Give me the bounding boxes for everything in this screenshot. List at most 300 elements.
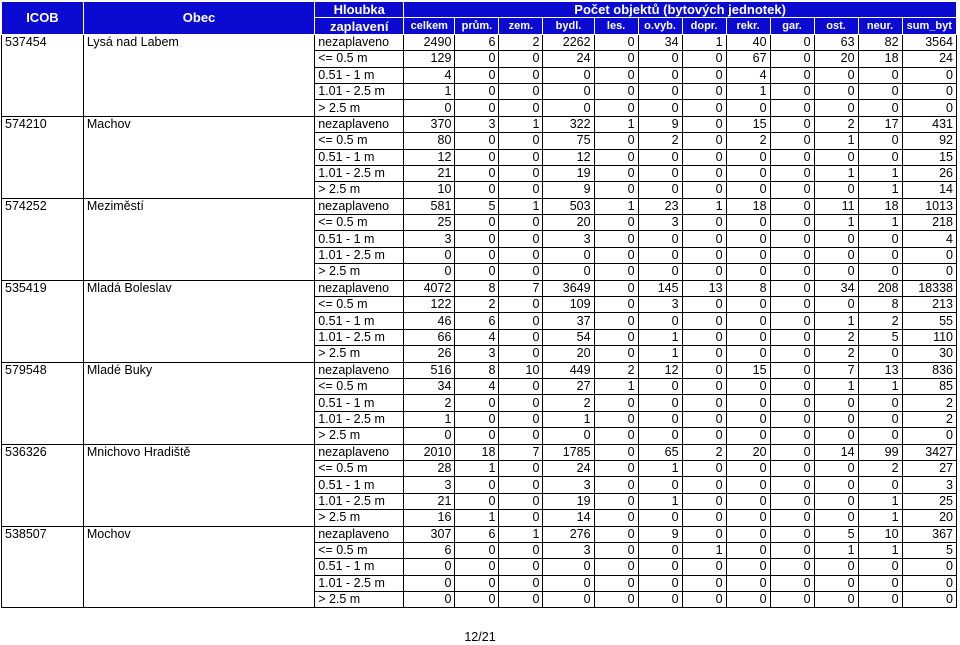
- value-cell-o-vyb: 0: [638, 510, 682, 526]
- icob-cell: [2, 428, 84, 444]
- value-cell-neur: 0: [858, 395, 902, 411]
- depth-cell: > 2.5 m: [315, 510, 404, 526]
- value-cell-les: 0: [594, 280, 638, 296]
- table-row: [2, 67, 957, 83]
- depth-cell: 0.51 - 1 m: [315, 313, 404, 329]
- value-cell-sum-byt: 5: [902, 542, 956, 558]
- icob-cell: [2, 165, 84, 181]
- value-cell-o-vyb: 0: [638, 149, 682, 165]
- value-cell-rekr: 2: [726, 133, 770, 149]
- depth-cell: > 2.5 m: [315, 100, 404, 116]
- value-cell-dopr: 0: [682, 100, 726, 116]
- value-cell-celkem: 0: [404, 264, 455, 280]
- value-cell-pr-m: 0: [455, 231, 499, 247]
- value-cell-dopr: 0: [682, 51, 726, 67]
- value-cell-pr-m: 6: [455, 34, 499, 50]
- value-cell-pr-m: 5: [455, 198, 499, 214]
- value-cell-ost: 20: [814, 51, 858, 67]
- depth-cell: 0.51 - 1 m: [315, 477, 404, 493]
- value-cell-les: 0: [594, 34, 638, 50]
- value-cell-zem: 1: [499, 116, 543, 132]
- value-cell-celkem: 66: [404, 329, 455, 345]
- value-cell-gar: 0: [770, 116, 814, 132]
- value-cell-gar: 0: [770, 378, 814, 394]
- value-cell-zem: 0: [499, 67, 543, 83]
- icob-cell: [2, 477, 84, 493]
- value-cell-celkem: 46: [404, 313, 455, 329]
- value-cell-zem: 0: [499, 510, 543, 526]
- value-cell-o-vyb: 1: [638, 493, 682, 509]
- table-row: [2, 231, 957, 247]
- value-cell-o-vyb: 0: [638, 182, 682, 198]
- obec-cell: [83, 575, 314, 591]
- value-cell-o-vyb: 0: [638, 83, 682, 99]
- value-cell-neur: 1: [858, 510, 902, 526]
- value-cell-neur: 1: [858, 182, 902, 198]
- depth-cell: 1.01 - 2.5 m: [315, 575, 404, 591]
- icob-cell: [2, 100, 84, 116]
- flood-objects-table: [1, 1, 957, 608]
- value-cell-gar: 0: [770, 575, 814, 591]
- value-cell-dopr: 0: [682, 182, 726, 198]
- obec-cell: [83, 428, 314, 444]
- column-header-gar: gar.: [770, 18, 814, 34]
- value-cell-ost: 0: [814, 575, 858, 591]
- value-cell-pr-m: 0: [455, 149, 499, 165]
- value-cell-les: 0: [594, 411, 638, 427]
- value-cell-sum-byt: 25: [902, 493, 956, 509]
- value-cell-dopr: 2: [682, 444, 726, 460]
- value-cell-bydl: 0: [543, 575, 594, 591]
- value-cell-les: 1: [594, 378, 638, 394]
- depth-cell: <= 0.5 m: [315, 297, 404, 313]
- value-cell-gar: 0: [770, 51, 814, 67]
- value-cell-gar: 0: [770, 362, 814, 378]
- table-row: [2, 165, 957, 181]
- icob-cell: 574210: [2, 116, 84, 132]
- depth-cell: nezaplaveno: [315, 198, 404, 214]
- icob-cell: 537454: [2, 34, 84, 50]
- value-cell-sum-byt: 0: [902, 67, 956, 83]
- obec-cell: [83, 477, 314, 493]
- value-cell-celkem: 12: [404, 149, 455, 165]
- value-cell-pr-m: 0: [455, 411, 499, 427]
- value-cell-les: 0: [594, 559, 638, 575]
- value-cell-o-vyb: 34: [638, 34, 682, 50]
- value-cell-dopr: 0: [682, 378, 726, 394]
- obec-cell: Mladé Buky: [83, 362, 314, 378]
- value-cell-dopr: 1: [682, 34, 726, 50]
- value-cell-les: 0: [594, 493, 638, 509]
- value-cell-celkem: 0: [404, 247, 455, 263]
- value-cell-gar: 0: [770, 329, 814, 345]
- value-cell-bydl: 0: [543, 100, 594, 116]
- value-cell-les: 0: [594, 329, 638, 345]
- value-cell-rekr: 18: [726, 198, 770, 214]
- obec-cell: [83, 215, 314, 231]
- value-cell-pr-m: 0: [455, 264, 499, 280]
- value-cell-ost: 63: [814, 34, 858, 50]
- value-cell-bydl: 75: [543, 133, 594, 149]
- depth-cell: nezaplaveno: [315, 34, 404, 50]
- value-cell-zem: 0: [499, 247, 543, 263]
- value-cell-pr-m: 0: [455, 247, 499, 263]
- value-cell-bydl: 0: [543, 247, 594, 263]
- table-row: [2, 378, 957, 394]
- value-cell-sum-byt: 55: [902, 313, 956, 329]
- value-cell-ost: 0: [814, 100, 858, 116]
- depth-cell: 0.51 - 1 m: [315, 231, 404, 247]
- value-cell-celkem: 370: [404, 116, 455, 132]
- value-cell-ost: 11: [814, 198, 858, 214]
- value-cell-pr-m: 0: [455, 51, 499, 67]
- value-cell-celkem: 516: [404, 362, 455, 378]
- depth-cell: nezaplaveno: [315, 362, 404, 378]
- value-cell-ost: 2: [814, 346, 858, 362]
- table-row: [2, 51, 957, 67]
- value-cell-les: 0: [594, 182, 638, 198]
- value-cell-celkem: 2010: [404, 444, 455, 460]
- value-cell-o-vyb: 0: [638, 395, 682, 411]
- value-cell-les: 0: [594, 215, 638, 231]
- depth-cell: 1.01 - 2.5 m: [315, 165, 404, 181]
- value-cell-rekr: 20: [726, 444, 770, 460]
- icob-cell: [2, 231, 84, 247]
- obec-cell: [83, 51, 314, 67]
- value-cell-zem: 0: [499, 100, 543, 116]
- value-cell-rekr: 0: [726, 395, 770, 411]
- value-cell-pr-m: 0: [455, 493, 499, 509]
- value-cell-neur: 0: [858, 149, 902, 165]
- value-cell-sum-byt: 27: [902, 460, 956, 476]
- value-cell-o-vyb: 23: [638, 198, 682, 214]
- value-cell-ost: 0: [814, 493, 858, 509]
- value-cell-sum-byt: 15: [902, 149, 956, 165]
- value-cell-neur: 0: [858, 592, 902, 608]
- value-cell-zem: 0: [499, 477, 543, 493]
- value-cell-bydl: 0: [543, 67, 594, 83]
- value-cell-dopr: 0: [682, 247, 726, 263]
- table-row: [2, 395, 957, 411]
- column-header-sum-byt: sum_byt: [902, 18, 956, 34]
- value-cell-dopr: 0: [682, 215, 726, 231]
- value-cell-rekr: 0: [726, 378, 770, 394]
- value-cell-gar: 0: [770, 444, 814, 460]
- obec-cell: [83, 559, 314, 575]
- value-cell-o-vyb: 0: [638, 477, 682, 493]
- value-cell-zem: 0: [499, 231, 543, 247]
- value-cell-bydl: 1: [543, 411, 594, 427]
- obec-cell: Mnichovo Hradiště: [83, 444, 314, 460]
- value-cell-sum-byt: 4: [902, 231, 956, 247]
- value-cell-o-vyb: 1: [638, 460, 682, 476]
- value-cell-rekr: 67: [726, 51, 770, 67]
- icob-cell: [2, 264, 84, 280]
- value-cell-sum-byt: 218: [902, 215, 956, 231]
- value-cell-pr-m: 8: [455, 362, 499, 378]
- value-cell-neur: 82: [858, 34, 902, 50]
- value-cell-les: 0: [594, 460, 638, 476]
- value-cell-dopr: 0: [682, 231, 726, 247]
- value-cell-dopr: 0: [682, 329, 726, 345]
- value-cell-rekr: 0: [726, 215, 770, 231]
- icob-cell: [2, 149, 84, 165]
- depth-cell: <= 0.5 m: [315, 378, 404, 394]
- value-cell-gar: 0: [770, 395, 814, 411]
- value-cell-rekr: 0: [726, 165, 770, 181]
- icob-cell: [2, 83, 84, 99]
- value-cell-sum-byt: 3564: [902, 34, 956, 50]
- value-cell-rekr: 0: [726, 575, 770, 591]
- value-cell-celkem: 3: [404, 477, 455, 493]
- obec-cell: [83, 493, 314, 509]
- value-cell-les: 0: [594, 592, 638, 608]
- value-cell-les: 0: [594, 526, 638, 542]
- icob-cell: [2, 592, 84, 608]
- obec-cell: [83, 182, 314, 198]
- value-cell-gar: 0: [770, 198, 814, 214]
- value-cell-ost: 0: [814, 395, 858, 411]
- value-cell-bydl: 19: [543, 493, 594, 509]
- value-cell-gar: 0: [770, 313, 814, 329]
- value-cell-ost: 0: [814, 411, 858, 427]
- value-cell-rekr: 0: [726, 542, 770, 558]
- value-cell-celkem: 26: [404, 346, 455, 362]
- obec-cell: [83, 411, 314, 427]
- value-cell-neur: 0: [858, 477, 902, 493]
- depth-cell: > 2.5 m: [315, 592, 404, 608]
- value-cell-celkem: 10: [404, 182, 455, 198]
- value-cell-o-vyb: 0: [638, 378, 682, 394]
- value-cell-celkem: 0: [404, 428, 455, 444]
- obec-cell: [83, 346, 314, 362]
- value-cell-neur: 18: [858, 51, 902, 67]
- value-cell-celkem: 0: [404, 592, 455, 608]
- column-header-pr-m: prům.: [455, 18, 499, 34]
- obec-cell: Lysá nad Labem: [83, 34, 314, 50]
- value-cell-gar: 0: [770, 493, 814, 509]
- value-cell-gar: 0: [770, 346, 814, 362]
- value-cell-pr-m: 0: [455, 428, 499, 444]
- value-cell-bydl: 322: [543, 116, 594, 132]
- value-cell-bydl: 9: [543, 182, 594, 198]
- icob-cell: [2, 493, 84, 509]
- value-cell-neur: 5: [858, 329, 902, 345]
- value-cell-ost: 0: [814, 559, 858, 575]
- icob-cell: [2, 133, 84, 149]
- value-cell-bydl: 3: [543, 542, 594, 558]
- value-cell-zem: 0: [499, 165, 543, 181]
- obec-cell: [83, 395, 314, 411]
- value-cell-neur: 1: [858, 165, 902, 181]
- value-cell-celkem: 28: [404, 460, 455, 476]
- obec-cell: Mochov: [83, 526, 314, 542]
- depth-cell: nezaplaveno: [315, 444, 404, 460]
- value-cell-les: 0: [594, 346, 638, 362]
- value-cell-les: 0: [594, 100, 638, 116]
- value-cell-dopr: 0: [682, 83, 726, 99]
- value-cell-dopr: 0: [682, 592, 726, 608]
- value-cell-neur: 0: [858, 346, 902, 362]
- value-cell-dopr: 0: [682, 133, 726, 149]
- value-cell-o-vyb: 0: [638, 428, 682, 444]
- value-cell-celkem: 3: [404, 231, 455, 247]
- value-cell-neur: 0: [858, 100, 902, 116]
- value-cell-o-vyb: 1: [638, 329, 682, 345]
- table-row: [2, 34, 957, 50]
- value-cell-zem: 0: [499, 493, 543, 509]
- table-header: [2, 2, 957, 35]
- value-cell-gar: 0: [770, 165, 814, 181]
- value-cell-neur: 17: [858, 116, 902, 132]
- column-header-dopr: dopr.: [682, 18, 726, 34]
- value-cell-o-vyb: 0: [638, 231, 682, 247]
- value-cell-pr-m: 0: [455, 542, 499, 558]
- obec-cell: [83, 297, 314, 313]
- value-cell-pr-m: 18: [455, 444, 499, 460]
- value-cell-gar: 0: [770, 215, 814, 231]
- value-cell-les: 2: [594, 362, 638, 378]
- value-cell-les: 0: [594, 297, 638, 313]
- value-cell-pr-m: 0: [455, 133, 499, 149]
- value-cell-pr-m: 0: [455, 83, 499, 99]
- value-cell-zem: 1: [499, 526, 543, 542]
- value-cell-rekr: 0: [726, 346, 770, 362]
- value-cell-zem: 1: [499, 198, 543, 214]
- value-cell-les: 0: [594, 67, 638, 83]
- value-cell-ost: 0: [814, 460, 858, 476]
- value-cell-ost: 0: [814, 428, 858, 444]
- value-cell-pr-m: 4: [455, 329, 499, 345]
- value-cell-neur: 1: [858, 215, 902, 231]
- value-cell-o-vyb: 0: [638, 264, 682, 280]
- value-cell-neur: 1: [858, 378, 902, 394]
- value-cell-pr-m: 8: [455, 280, 499, 296]
- value-cell-sum-byt: 2: [902, 395, 956, 411]
- value-cell-neur: 0: [858, 231, 902, 247]
- value-cell-celkem: 307: [404, 526, 455, 542]
- value-cell-sum-byt: 0: [902, 100, 956, 116]
- value-cell-sum-byt: 26: [902, 165, 956, 181]
- value-cell-zem: 0: [499, 428, 543, 444]
- value-cell-o-vyb: 0: [638, 559, 682, 575]
- value-cell-sum-byt: 18338: [902, 280, 956, 296]
- value-cell-celkem: 122: [404, 297, 455, 313]
- value-cell-sum-byt: 367: [902, 526, 956, 542]
- value-cell-rekr: 0: [726, 264, 770, 280]
- value-cell-rekr: 0: [726, 510, 770, 526]
- icob-cell: [2, 247, 84, 263]
- value-cell-zem: 0: [499, 313, 543, 329]
- value-cell-o-vyb: 0: [638, 411, 682, 427]
- value-cell-sum-byt: 836: [902, 362, 956, 378]
- value-cell-sum-byt: 24: [902, 51, 956, 67]
- value-cell-rekr: 0: [726, 477, 770, 493]
- icob-cell: [2, 559, 84, 575]
- table-row: [2, 542, 957, 558]
- value-cell-gar: 0: [770, 526, 814, 542]
- value-cell-bydl: 2: [543, 395, 594, 411]
- value-cell-ost: 1: [814, 215, 858, 231]
- depth-cell: 1.01 - 2.5 m: [315, 83, 404, 99]
- value-cell-pr-m: 0: [455, 395, 499, 411]
- depth-cell: <= 0.5 m: [315, 133, 404, 149]
- depth-cell: 0.51 - 1 m: [315, 395, 404, 411]
- value-cell-zem: 7: [499, 280, 543, 296]
- value-cell-sum-byt: 0: [902, 559, 956, 575]
- table-row: [2, 264, 957, 280]
- value-cell-rekr: 0: [726, 313, 770, 329]
- table-body: [2, 34, 957, 608]
- obec-cell: [83, 83, 314, 99]
- depth-cell: 1.01 - 2.5 m: [315, 247, 404, 263]
- value-cell-les: 0: [594, 542, 638, 558]
- value-cell-dopr: 0: [682, 395, 726, 411]
- value-cell-o-vyb: 3: [638, 297, 682, 313]
- column-header-bydl: bydl.: [543, 18, 594, 34]
- value-cell-zem: 0: [499, 460, 543, 476]
- value-cell-bydl: 3649: [543, 280, 594, 296]
- value-cell-sum-byt: 85: [902, 378, 956, 394]
- depth-cell: <= 0.5 m: [315, 51, 404, 67]
- value-cell-ost: 7: [814, 362, 858, 378]
- value-cell-les: 0: [594, 165, 638, 181]
- table-row: [2, 428, 957, 444]
- obec-cell: Mladá Boleslav: [83, 280, 314, 296]
- value-cell-dopr: 1: [682, 542, 726, 558]
- value-cell-bydl: 19: [543, 165, 594, 181]
- value-cell-zem: 0: [499, 411, 543, 427]
- value-cell-sum-byt: 0: [902, 428, 956, 444]
- value-cell-o-vyb: 12: [638, 362, 682, 378]
- value-cell-pr-m: 1: [455, 460, 499, 476]
- value-cell-rekr: 0: [726, 100, 770, 116]
- value-cell-zem: 2: [499, 34, 543, 50]
- value-cell-zem: 0: [499, 559, 543, 575]
- value-cell-bydl: 27: [543, 378, 594, 394]
- value-cell-o-vyb: 3: [638, 215, 682, 231]
- value-cell-bydl: 54: [543, 329, 594, 345]
- value-cell-ost: 1: [814, 313, 858, 329]
- column-header-neur: neur.: [858, 18, 902, 34]
- value-cell-dopr: 0: [682, 165, 726, 181]
- obec-cell: [83, 149, 314, 165]
- value-cell-dopr: 1: [682, 198, 726, 214]
- value-cell-sum-byt: 14: [902, 182, 956, 198]
- value-cell-ost: 1: [814, 133, 858, 149]
- value-cell-zem: 0: [499, 83, 543, 99]
- icob-cell: [2, 182, 84, 198]
- table-row: [2, 247, 957, 263]
- value-cell-celkem: 2: [404, 395, 455, 411]
- table-row: [2, 329, 957, 345]
- value-cell-o-vyb: 145: [638, 280, 682, 296]
- obec-cell: [83, 313, 314, 329]
- column-header-les: les.: [594, 18, 638, 34]
- value-cell-pr-m: 3: [455, 116, 499, 132]
- value-cell-neur: 0: [858, 575, 902, 591]
- value-cell-zem: 0: [499, 215, 543, 231]
- value-cell-ost: 1: [814, 165, 858, 181]
- value-cell-les: 0: [594, 264, 638, 280]
- depth-cell: <= 0.5 m: [315, 542, 404, 558]
- value-cell-les: 0: [594, 575, 638, 591]
- value-cell-sum-byt: 0: [902, 592, 956, 608]
- value-cell-rekr: 15: [726, 362, 770, 378]
- value-cell-celkem: 80: [404, 133, 455, 149]
- icob-cell: 574252: [2, 198, 84, 214]
- value-cell-dopr: 0: [682, 346, 726, 362]
